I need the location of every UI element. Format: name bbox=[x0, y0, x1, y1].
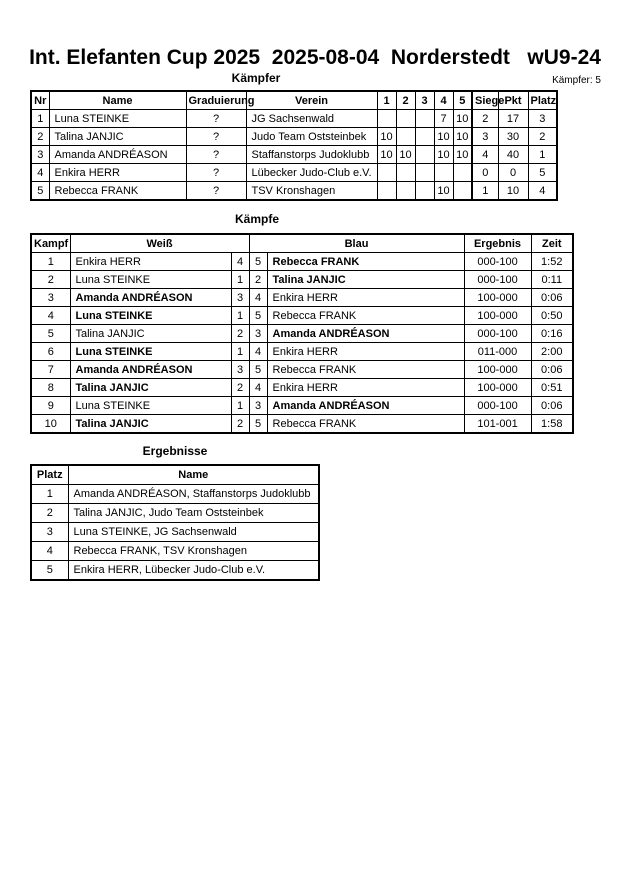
blue-fighter-nr: 5 bbox=[249, 361, 267, 379]
round-points-5 bbox=[453, 182, 472, 201]
round-points-2 bbox=[396, 110, 415, 128]
fighter-siege: 0 bbox=[472, 164, 498, 182]
col-header-round-4: 4 bbox=[434, 91, 453, 110]
result-place: 2 bbox=[31, 504, 68, 523]
round-points-3 bbox=[415, 182, 434, 201]
round-points-2 bbox=[396, 164, 415, 182]
matches-table-header bbox=[31, 234, 573, 253]
match-number: 1 bbox=[31, 253, 70, 271]
results-table bbox=[30, 464, 320, 581]
match-result: 000-100 bbox=[464, 253, 531, 271]
white-fighter-nr: 1 bbox=[231, 271, 249, 289]
col-header-kampf: Kampf bbox=[31, 234, 70, 253]
col-header-graduierung: Graduierung bbox=[186, 91, 246, 110]
blue-fighter-nr: 5 bbox=[249, 253, 267, 271]
table-row bbox=[31, 271, 573, 289]
white-fighter-name: Luna STEINKE bbox=[70, 397, 231, 415]
match-result: 000-100 bbox=[464, 397, 531, 415]
results-table-header bbox=[31, 465, 319, 485]
white-fighter-name: Talina JANJIC bbox=[70, 415, 231, 434]
white-fighter-nr: 4 bbox=[231, 253, 249, 271]
blue-fighter-name: Rebecca FRANK bbox=[267, 361, 464, 379]
white-fighter-nr: 1 bbox=[231, 307, 249, 325]
col-header-round-5: 5 bbox=[453, 91, 472, 110]
table-row bbox=[31, 307, 573, 325]
match-number: 7 bbox=[31, 361, 70, 379]
blue-fighter-nr: 4 bbox=[249, 289, 267, 307]
blue-fighter-name: Enkira HERR bbox=[267, 343, 464, 361]
blue-fighter-name: Rebecca FRANK bbox=[267, 415, 464, 434]
fighter-name: Rebecca FRANK bbox=[49, 182, 186, 201]
fighter-siege: 3 bbox=[472, 128, 498, 146]
fighters-table bbox=[30, 90, 558, 201]
fighter-verein: Judo Team Oststeinbek bbox=[246, 128, 377, 146]
fighter-nr: 1 bbox=[31, 110, 49, 128]
table-row bbox=[31, 561, 319, 581]
fighter-name: Talina JANJIC bbox=[49, 128, 186, 146]
blue-fighter-nr: 4 bbox=[249, 379, 267, 397]
fighter-nr: 3 bbox=[31, 146, 49, 164]
blue-fighter-name: Talina JANJIC bbox=[267, 271, 464, 289]
table-row bbox=[31, 182, 557, 201]
blue-fighter-nr: 3 bbox=[249, 397, 267, 415]
match-time: 0:06 bbox=[531, 397, 573, 415]
col-header-round-1: 1 bbox=[377, 91, 396, 110]
fighter-nr: 5 bbox=[31, 182, 49, 201]
round-points-2: 10 bbox=[396, 146, 415, 164]
fighter-verein: JG Sachsenwald bbox=[246, 110, 377, 128]
white-fighter-name: Enkira HERR bbox=[70, 253, 231, 271]
fighter-platz: 1 bbox=[528, 146, 557, 164]
fighter-platz: 5 bbox=[528, 164, 557, 182]
fighter-nr: 4 bbox=[31, 164, 49, 182]
white-fighter-nr: 2 bbox=[231, 379, 249, 397]
fighter-platz: 4 bbox=[528, 182, 557, 201]
round-points-5: 10 bbox=[453, 128, 472, 146]
round-points-3 bbox=[415, 164, 434, 182]
round-points-3 bbox=[415, 146, 434, 164]
round-points-4: 10 bbox=[434, 128, 453, 146]
white-fighter-name: Amanda ANDRÉASON bbox=[70, 361, 231, 379]
section-title-ergebnisse: Ergebnisse bbox=[142, 444, 208, 458]
match-time: 1:52 bbox=[531, 253, 573, 271]
page-title: Int. Elefanten Cup 2025 2025-08-04 Norderstedt wU9-24 bbox=[29, 46, 601, 69]
table-row bbox=[31, 361, 573, 379]
fighters-table-header bbox=[31, 91, 557, 110]
match-time: 0:06 bbox=[531, 289, 573, 307]
white-fighter-nr: 3 bbox=[231, 361, 249, 379]
round-points-4: 7 bbox=[434, 110, 453, 128]
round-points-1: 10 bbox=[377, 146, 396, 164]
match-time: 0:06 bbox=[531, 361, 573, 379]
blue-fighter-name: Enkira HERR bbox=[267, 379, 464, 397]
table-row bbox=[31, 379, 573, 397]
col-header-verein: Verein bbox=[246, 91, 377, 110]
col-header-weiss: Weiß bbox=[70, 234, 249, 253]
section-title-kaempfer: Kämpfer bbox=[231, 71, 281, 85]
results-table-body bbox=[31, 485, 319, 581]
fighter-nr: 2 bbox=[31, 128, 49, 146]
white-fighter-nr: 2 bbox=[231, 415, 249, 434]
fighter-verein: Lübecker Judo-Club e.V. bbox=[246, 164, 377, 182]
fighter-name: Amanda ANDRÉASON bbox=[49, 146, 186, 164]
blue-fighter-nr: 3 bbox=[249, 325, 267, 343]
section-title-kaempfe: Kämpfe bbox=[234, 212, 279, 226]
table-header-row bbox=[31, 234, 573, 253]
round-points-1 bbox=[377, 164, 396, 182]
result-name: Enkira HERR, Lübecker Judo-Club e.V. bbox=[68, 561, 319, 581]
match-time: 0:16 bbox=[531, 325, 573, 343]
blue-fighter-name: Rebecca FRANK bbox=[267, 307, 464, 325]
round-points-1: 10 bbox=[377, 128, 396, 146]
blue-fighter-nr: 2 bbox=[249, 271, 267, 289]
fighter-graduierung: ? bbox=[186, 128, 246, 146]
match-result: 000-100 bbox=[464, 325, 531, 343]
table-row bbox=[31, 253, 573, 271]
fighter-graduierung: ? bbox=[186, 182, 246, 201]
white-fighter-name: Luna STEINKE bbox=[70, 271, 231, 289]
col-header-zeit: Zeit bbox=[531, 234, 573, 253]
col-header-round-2: 2 bbox=[396, 91, 415, 110]
blue-fighter-name: Amanda ANDRÉASON bbox=[267, 325, 464, 343]
match-result: 101-001 bbox=[464, 415, 531, 434]
blue-fighter-name: Rebecca FRANK bbox=[267, 253, 464, 271]
result-name: Amanda ANDRÉASON, Staffanstorps Judoklubb bbox=[68, 485, 319, 504]
round-points-3 bbox=[415, 128, 434, 146]
col-header-round-3: 3 bbox=[415, 91, 434, 110]
fighter-siege: 2 bbox=[472, 110, 498, 128]
col-header-pkt: Pkt bbox=[498, 91, 528, 110]
table-row bbox=[31, 523, 319, 542]
fighter-count-label: Kämpfer: 5 bbox=[552, 75, 601, 86]
fighter-verein: Staffanstorps Judoklubb bbox=[246, 146, 377, 164]
white-fighter-name: Luna STEINKE bbox=[70, 307, 231, 325]
match-time: 0:11 bbox=[531, 271, 573, 289]
result-place: 5 bbox=[31, 561, 68, 581]
col-header-ergebnis: Ergebnis bbox=[464, 234, 531, 253]
round-points-5 bbox=[453, 164, 472, 182]
white-fighter-name: Talina JANJIC bbox=[70, 325, 231, 343]
fighter-platz: 2 bbox=[528, 128, 557, 146]
match-number: 8 bbox=[31, 379, 70, 397]
round-points-2 bbox=[396, 182, 415, 201]
round-points-4: 10 bbox=[434, 182, 453, 201]
result-place: 4 bbox=[31, 542, 68, 561]
match-result: 100-000 bbox=[464, 289, 531, 307]
blue-fighter-nr: 4 bbox=[249, 343, 267, 361]
match-number: 5 bbox=[31, 325, 70, 343]
match-result: 100-000 bbox=[464, 307, 531, 325]
fighter-verein: TSV Kronshagen bbox=[246, 182, 377, 201]
match-time: 0:50 bbox=[531, 307, 573, 325]
white-fighter-nr: 2 bbox=[231, 325, 249, 343]
match-result: 100-000 bbox=[464, 361, 531, 379]
white-fighter-name: Talina JANJIC bbox=[70, 379, 231, 397]
col-header-nr: Nr bbox=[31, 91, 49, 110]
match-number: 6 bbox=[31, 343, 70, 361]
table-header-row bbox=[31, 465, 319, 485]
white-fighter-name: Amanda ANDRÉASON bbox=[70, 289, 231, 307]
match-number: 9 bbox=[31, 397, 70, 415]
col-header-siege: Siege bbox=[472, 91, 498, 110]
table-row bbox=[31, 343, 573, 361]
col-header-platz: Platz bbox=[31, 465, 68, 485]
fighter-graduierung: ? bbox=[186, 164, 246, 182]
match-number: 3 bbox=[31, 289, 70, 307]
round-points-4 bbox=[434, 164, 453, 182]
fighter-graduierung: ? bbox=[186, 146, 246, 164]
fighter-graduierung: ? bbox=[186, 110, 246, 128]
table-row bbox=[31, 504, 319, 523]
result-place: 1 bbox=[31, 485, 68, 504]
fighter-name: Enkira HERR bbox=[49, 164, 186, 182]
fighter-pkt: 0 bbox=[498, 164, 528, 182]
matches-table bbox=[30, 233, 574, 434]
match-result: 100-000 bbox=[464, 379, 531, 397]
fighter-pkt: 30 bbox=[498, 128, 528, 146]
table-row bbox=[31, 146, 557, 164]
fighter-siege: 1 bbox=[472, 182, 498, 201]
fighter-pkt: 10 bbox=[498, 182, 528, 201]
round-points-2 bbox=[396, 128, 415, 146]
col-header-blau: Blau bbox=[249, 234, 464, 253]
round-points-5: 10 bbox=[453, 110, 472, 128]
table-row bbox=[31, 397, 573, 415]
round-points-4: 10 bbox=[434, 146, 453, 164]
blue-fighter-nr: 5 bbox=[249, 415, 267, 434]
fighter-platz: 3 bbox=[528, 110, 557, 128]
white-fighter-nr: 1 bbox=[231, 397, 249, 415]
round-points-1 bbox=[377, 182, 396, 201]
round-points-3 bbox=[415, 110, 434, 128]
table-row bbox=[31, 110, 557, 128]
match-number: 2 bbox=[31, 271, 70, 289]
table-row bbox=[31, 289, 573, 307]
table-row bbox=[31, 325, 573, 343]
match-result: 000-100 bbox=[464, 271, 531, 289]
blue-fighter-nr: 5 bbox=[249, 307, 267, 325]
match-number: 4 bbox=[31, 307, 70, 325]
match-result: 011-000 bbox=[464, 343, 531, 361]
blue-fighter-name: Amanda ANDRÉASON bbox=[267, 397, 464, 415]
matches-table-body bbox=[31, 253, 573, 434]
table-row bbox=[31, 485, 319, 504]
table-header-row bbox=[31, 91, 557, 110]
col-header-name: Name bbox=[49, 91, 186, 110]
blue-fighter-name: Enkira HERR bbox=[267, 289, 464, 307]
match-time: 2:00 bbox=[531, 343, 573, 361]
match-time: 0:51 bbox=[531, 379, 573, 397]
match-time: 1:58 bbox=[531, 415, 573, 434]
match-number: 10 bbox=[31, 415, 70, 434]
white-fighter-nr: 1 bbox=[231, 343, 249, 361]
result-name: Luna STEINKE, JG Sachsenwald bbox=[68, 523, 319, 542]
fighter-name: Luna STEINKE bbox=[49, 110, 186, 128]
result-place: 3 bbox=[31, 523, 68, 542]
table-row bbox=[31, 542, 319, 561]
col-header-platz: Platz bbox=[528, 91, 557, 110]
table-row bbox=[31, 128, 557, 146]
round-points-5: 10 bbox=[453, 146, 472, 164]
result-name: Talina JANJIC, Judo Team Oststeinbek bbox=[68, 504, 319, 523]
result-name: Rebecca FRANK, TSV Kronshagen bbox=[68, 542, 319, 561]
table-row bbox=[31, 164, 557, 182]
white-fighter-nr: 3 bbox=[231, 289, 249, 307]
fighter-pkt: 17 bbox=[498, 110, 528, 128]
table-row bbox=[31, 415, 573, 434]
col-header-name: Name bbox=[68, 465, 319, 485]
fighter-pkt: 40 bbox=[498, 146, 528, 164]
white-fighter-name: Luna STEINKE bbox=[70, 343, 231, 361]
round-points-1 bbox=[377, 110, 396, 128]
fighter-siege: 4 bbox=[472, 146, 498, 164]
fighters-table-body bbox=[31, 110, 557, 201]
